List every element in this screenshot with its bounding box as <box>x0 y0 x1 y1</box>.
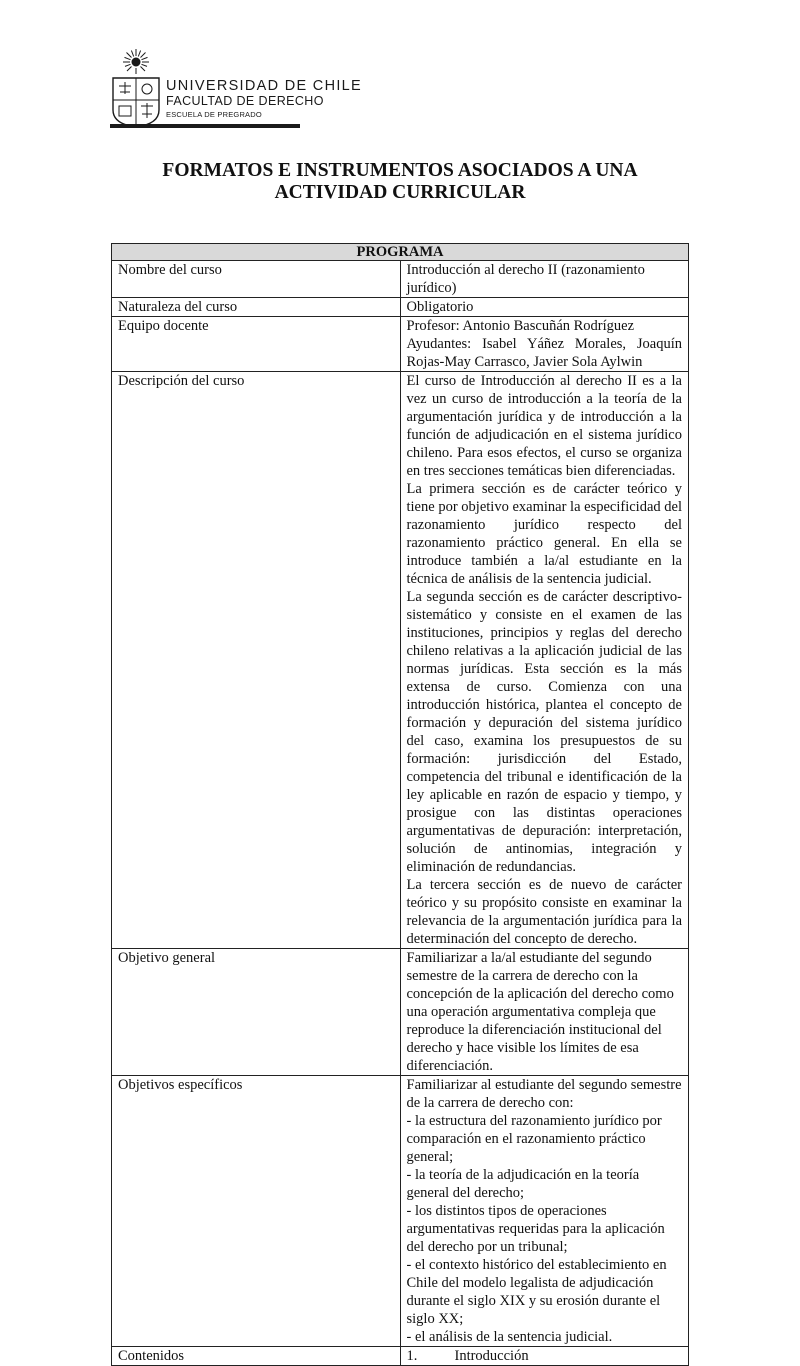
contents-row <box>112 1347 689 1366</box>
contents-label: Contenidos <box>112 1347 401 1366</box>
assistants: Ayudantes: Isabel Yáñez Morales, Joaquín Rojas-May Carrasco, Javier Sola Aylwin <box>406 336 682 370</box>
specific-objectives-row <box>112 1076 689 1347</box>
list-item: - el análisis de la sentencia judicial. <box>406 1329 613 1345</box>
program-table <box>111 243 689 1366</box>
description-paragraph: La segunda sección es de carácter descriptivo-sistemático y consiste en el examen de las instituciones, principios y reglas del derecho chileno relativas a la aplicación judicial de las normas jurídicas. Esta sección es la más extensa de curso. Comienza con una introducción histórica, plantea el concepto de formación y depuración del sistema jurídico del caso, examina los presupuestos de su formación: jurisdicción del Estado, competencia del tribunal e identificación de la ley aplicable en razón de espacio y tiempo, y prosigue con las distintas operaciones argumentativas de depuración: interpretación, solución de antinomias, integración y eliminación de redundancias. <box>406 589 682 875</box>
teaching-team-value <box>400 317 689 372</box>
course-name-value: Introducción al derecho II (razonamiento jurídico) <box>400 261 689 298</box>
specific-objectives-value <box>400 1076 689 1347</box>
faculty-name: FACULTAD DE DERECHO <box>166 94 324 108</box>
page-header <box>110 48 410 132</box>
course-description-row <box>112 372 689 949</box>
document-title-line-1: FORMATOS E INSTRUMENTOS ASOCIADOS A UNA <box>162 160 638 181</box>
teaching-team-label: Equipo docente <box>112 317 401 372</box>
course-nature-value: Obligatorio <box>400 298 689 317</box>
course-name-row <box>112 261 689 298</box>
header-rule <box>110 124 300 128</box>
general-objective-label: Objetivo general <box>112 949 401 1076</box>
teaching-team-row <box>112 317 689 372</box>
course-description-label: Descripción del curso <box>112 372 401 949</box>
program-heading-row <box>112 244 689 261</box>
list-item: - los distintos tipos de operaciones argumentativas requeridas para la aplicación del derecho por un tribunal; <box>406 1203 665 1255</box>
description-paragraph: La tercera sección es de nuevo de carácter teórico y su propósito consiste en examinar la relevancia de la argumentación jurídica para la determinación del concepto de derecho. <box>406 877 682 947</box>
description-paragraph: El curso de Introducción al derecho II es a la vez un curso de introducción a la teoría de la argumentación jurídica y de introducción a la función de adjudicación en el sistema jurídico chileno. Para esos efectos, el curso se organiza en tres secciones temáticas bien diferenciadas. <box>406 373 682 479</box>
general-objective-value: Familiarizar a la/al estudiante del segundo semestre de la carrera de derecho con la concepción de la aplicación del derecho como una operación argumentativa compleja que reproduce la diferenciación institucional del derecho y hace visible los límites de esa diferenciación. <box>400 949 689 1076</box>
course-name-label: Nombre del curso <box>112 261 401 298</box>
document-title <box>100 160 700 204</box>
list-item: - el contexto histórico del establecimiento en Chile del modelo legalista de adjudicación durante el siglo XIX y su erosión durante el siglo XX; <box>406 1257 667 1327</box>
list-item: - la estructura del razonamiento jurídico por comparación en el razonamiento práctico general; <box>406 1113 662 1165</box>
general-objective-row <box>112 949 689 1076</box>
institution-names <box>166 78 362 120</box>
document-title-line-2: ACTIVIDAD CURRICULAR <box>274 182 526 203</box>
contents-item-text: Introducción <box>454 1348 529 1364</box>
university-seal-icon <box>110 48 162 128</box>
course-description-value <box>400 372 689 949</box>
contents-item-number: 1. <box>406 1348 418 1364</box>
professor: Profesor: Antonio Bascuñán Rodríguez <box>406 318 635 334</box>
specific-objectives-intro: Familiarizar al estudiante del segundo semestre de la carrera de derecho con: <box>406 1077 682 1111</box>
school-name: ESCUELA DE PREGRADO <box>166 110 262 119</box>
course-nature-label: Naturaleza del curso <box>112 298 401 317</box>
contents-value <box>400 1347 689 1366</box>
university-name: UNIVERSIDAD DE CHILE <box>166 78 363 94</box>
specific-objectives-label: Objetivos específicos <box>112 1076 401 1347</box>
course-nature-row <box>112 298 689 317</box>
description-paragraph: La primera sección es de carácter teórico y tiene por objetivo examinar la especificidad del razonamiento jurídico respecto del razonamiento práctico general. En ella se introduce también a la/al estudiante en la técnica de análisis de la sentencia judicial. <box>406 481 682 587</box>
program-heading: PROGRAMA <box>112 244 689 261</box>
list-item: - la teoría de la adjudicación en la teoría general del derecho; <box>406 1167 640 1201</box>
